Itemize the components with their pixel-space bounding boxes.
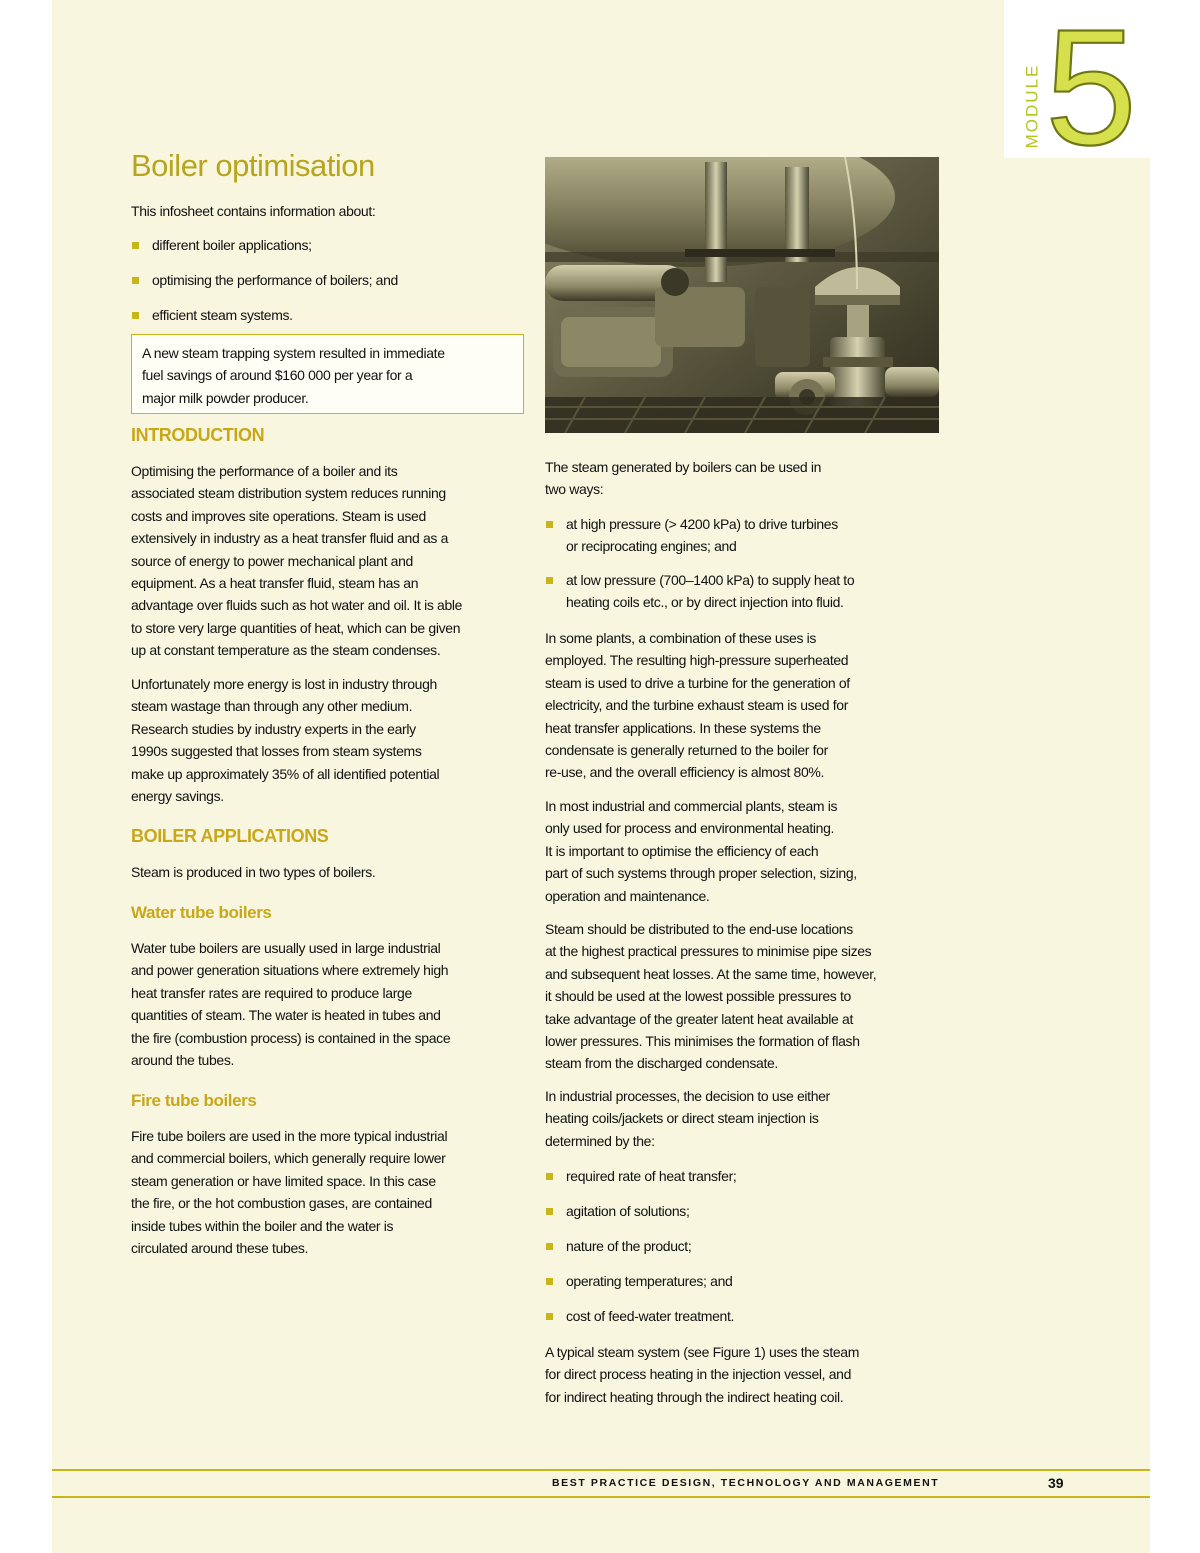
bullet-icon (546, 1313, 553, 1320)
typical-system-paragraph (545, 1341, 859, 1408)
text-line: around the tubes. (131, 1052, 235, 1069)
text-line: lower pressures. This minimises the formation of flash (545, 1033, 860, 1050)
text-line: Fire tube boilers are used in the more typical industrial (131, 1128, 448, 1144)
text-line: for indirect heating through the indirect heating coil. (545, 1388, 844, 1405)
callout-box (131, 334, 524, 414)
bullet-icon (132, 242, 139, 249)
steam-uses-lead (545, 456, 821, 501)
text-line: make up approximately 35% of all identified potential (131, 765, 440, 782)
bullet-icon (132, 277, 139, 284)
water-tube-paragraph (131, 937, 450, 1071)
list-item: different boiler applications; (131, 234, 521, 256)
text-line: In industrial processes, the decision to use either (545, 1088, 830, 1104)
text-line: In some plants, a combination of these uses is (545, 630, 817, 646)
text-line: electricity, and the turbine exhaust steam is used for (545, 697, 849, 714)
text-line: condensate is generally returned to the boiler for (545, 742, 828, 759)
text-line: Steam should be distributed to the end-use locations (545, 921, 853, 937)
footer-rule-bottom (52, 1496, 1150, 1498)
list-item: operating temperatures; and (545, 1270, 940, 1292)
list-item: at high pressure (> 4200 kPa) to drive turbines or reciprocating engines; and (545, 513, 940, 558)
bullet-icon (546, 577, 553, 584)
text-line: for direct process heating in the injection vessel, and (545, 1366, 852, 1383)
text-line: The steam generated by boilers can be used in (545, 459, 822, 475)
list-item: nature of the product; (545, 1235, 940, 1257)
text-line: heat transfer rates are required to produce large (131, 984, 412, 1001)
text-line: and subsequent heat losses. At the same time, however, (545, 965, 877, 982)
text-line: steam from the discharged condensate. (545, 1055, 778, 1072)
water-tube-heading: Water tube boilers (131, 903, 272, 922)
text-line: part of such systems through proper selection, sizing, (545, 865, 857, 882)
text-line: steam wastage than through any other medium. (131, 698, 413, 715)
page-number: 39 (1048, 1475, 1064, 1491)
text-line: heat transfer applications. In these systems the (545, 719, 821, 736)
text-line: Research studies by industry experts in the early (131, 720, 416, 737)
fire-tube-heading: Fire tube boilers (131, 1091, 257, 1110)
text-line: inside tubes within the boiler and the water is (131, 1217, 394, 1234)
list-item: at low pressure (700–1400 kPa) to supply heat to heating coils etc., or by direct injection into fluid. (545, 569, 940, 614)
bullet-icon (132, 312, 139, 319)
text-line: up at constant temperature as the steam condenses. (131, 642, 441, 659)
footer-rule-top (52, 1469, 1150, 1471)
text-line: advantage over fluids such as hot water and oil. It is able (131, 597, 463, 614)
steam-uses-list (545, 513, 940, 614)
module-number: 5 (1045, 14, 1137, 154)
text-line: energy savings. (131, 788, 224, 805)
text-line: take advantage of the greater latent heat available at (545, 1010, 854, 1027)
text-line: equipment. As a heat transfer fluid, steam has an (131, 575, 419, 592)
list-item: efficient steam systems. (131, 304, 521, 326)
text-line: circulated around these tubes. (131, 1240, 309, 1257)
text-line: employed. The resulting high-pressure superheated (545, 652, 849, 669)
decision-paragraph (545, 1085, 830, 1152)
text-line: determined by the: (545, 1132, 655, 1149)
combination-paragraph (545, 627, 850, 784)
text-line: steam is used to drive a turbine for the generation of (545, 674, 850, 691)
text-line: at the highest practical pressures to minimise pipe sizes (545, 943, 872, 960)
text-line: source of energy to power mechanical plant and (131, 552, 413, 569)
boiler-applications-lead: Steam is produced in two types of boilers. (131, 864, 376, 880)
text-line: Water tube boilers are usually used in large industrial (131, 940, 441, 956)
text-line: It is important to optimise the efficiency of each (545, 842, 819, 859)
page-title: Boiler optimisation (131, 148, 375, 183)
introduction-paragraph-2 (131, 673, 439, 807)
text-line: extensively in industry as a heat transfer fluid and as a (131, 530, 449, 547)
text-line: associated steam distribution system reduces running (131, 485, 446, 502)
bullet-icon (546, 1243, 553, 1250)
introduction-paragraph-1 (131, 460, 462, 662)
bullet-icon (546, 1278, 553, 1285)
callout-line: A new steam trapping system resulted in immediate (142, 345, 445, 361)
text-line: steam generation or have limited space. In this case (131, 1172, 436, 1189)
text-line: re-use, and the overall efficiency is almost 80%. (545, 764, 825, 781)
text-line: costs and improves site operations. Steam is used (131, 507, 426, 524)
text-line: A typical steam system (see Figure 1) uses the steam (545, 1344, 860, 1360)
text-line: the fire, or the hot combustion gases, are contained (131, 1195, 432, 1212)
industrial-paragraph (545, 795, 857, 907)
bullet-icon (546, 521, 553, 528)
bullet-icon (546, 1208, 553, 1215)
text-line: it should be used at the lowest possible pressures to (545, 988, 851, 1005)
list-item: cost of feed-water treatment. (545, 1305, 940, 1327)
footer-title: BEST PRACTICE DESIGN, TECHNOLOGY AND MANAGEMENT (552, 1477, 940, 1489)
callout-line: major milk powder producer. (142, 389, 309, 406)
callout-line: fuel savings of around $160 000 per year for a (142, 367, 413, 384)
text-line: and commercial boilers, which generally require lower (131, 1150, 446, 1167)
text-line: only used for process and environmental heating. (545, 820, 835, 837)
text-line: two ways: (545, 481, 604, 498)
text-line: Unfortunately more energy is lost in industry through (131, 676, 437, 692)
text-line: to store very large quantities of heat, which can be given (131, 619, 461, 636)
boiler-applications-heading: BOILER APPLICATIONS (131, 826, 329, 846)
text-line: and power generation situations where extremely high (131, 962, 449, 979)
list-item: agitation of solutions; (545, 1200, 940, 1222)
steam-valve-photo (545, 157, 939, 433)
text-line: In most industrial and commercial plants, steam is (545, 798, 838, 814)
text-line: Optimising the performance of a boiler and its (131, 463, 398, 479)
text-line: operation and maintenance. (545, 887, 710, 904)
bullet-icon (546, 1173, 553, 1180)
introduction-heading: INTRODUCTION (131, 425, 265, 445)
text-line: the fire (combustion process) is contained in the space (131, 1029, 451, 1046)
factors-list (545, 1165, 940, 1327)
distribution-paragraph (545, 918, 876, 1075)
module-number-graphic (1035, 14, 1145, 154)
list-item: required rate of heat transfer; (545, 1165, 940, 1187)
module-label-text: MODULE (1022, 63, 1042, 149)
intro-lead: This infosheet contains information about: (131, 203, 376, 219)
text-line: heating coils/jackets or direct steam injection is (545, 1110, 819, 1127)
fire-tube-paragraph (131, 1125, 447, 1259)
text-line: 1990s suggested that losses from steam systems (131, 743, 422, 760)
text-line: quantities of steam. The water is heated in tubes and (131, 1007, 441, 1024)
topics-list (131, 234, 521, 339)
list-item: optimising the performance of boilers; and (131, 269, 521, 291)
